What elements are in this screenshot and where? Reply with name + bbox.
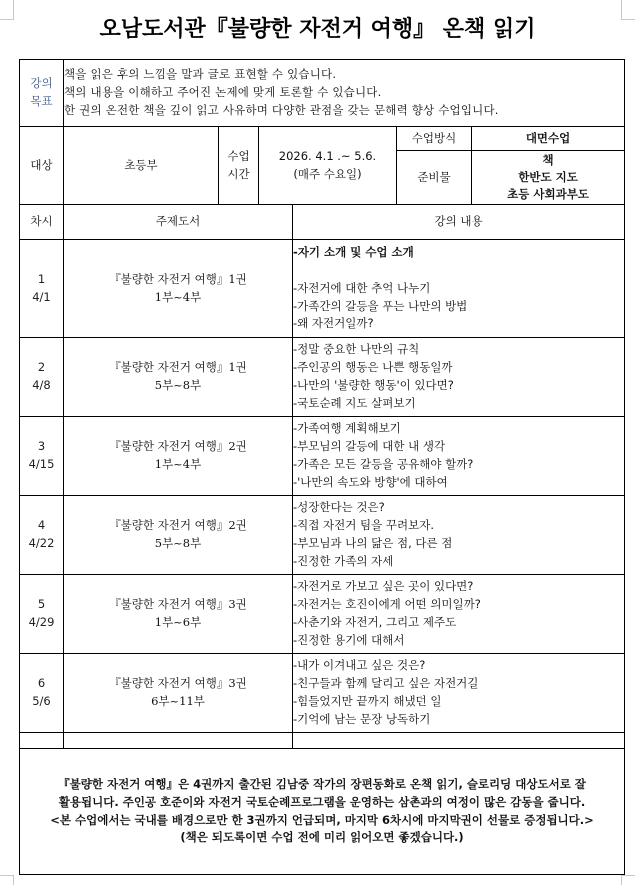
content-cell: [293, 417, 625, 496]
content-item: -내가 이겨내고 싶은 것은?: [293, 658, 426, 673]
content-item: -자전거는 호진이에게 어떤 의미일까?: [293, 597, 481, 612]
content-cell: [293, 575, 625, 654]
goal-label: 강의 목표: [20, 60, 64, 127]
empty-cell: [20, 733, 64, 749]
target-value: 초등부: [64, 127, 219, 205]
content-item: [293, 262, 624, 280]
content-item: -부모님의 갈등에 대한 내 생각: [293, 439, 446, 454]
footer-line: 활용됩니다. 주인공 호준이와 자전거 국토순례프로그램을 운영하는 삼촌과의 여정이 많은 감동을 줍니다.: [58, 794, 586, 809]
session-number: 1: [37, 271, 46, 286]
empty-row: [20, 733, 625, 749]
empty-cell: [293, 733, 625, 749]
book-parts: 6부~11부: [151, 694, 205, 708]
time-label: 수업 시간: [219, 127, 259, 205]
schedule-row: [20, 654, 625, 733]
material-item: 한반도 지도: [518, 169, 578, 184]
book-cell: [64, 338, 293, 417]
session-number: 2: [37, 360, 46, 375]
method-label: 수업방식: [397, 127, 472, 151]
book-parts: 1부~6부: [154, 615, 202, 629]
lesson-plan-table: [19, 59, 625, 875]
content-item: -진정한 용기에 대해서: [293, 632, 405, 647]
schedule-header-row: [20, 205, 625, 240]
book-parts: 5부~8부: [154, 536, 202, 550]
book-title: 『불량한 자전거 여행』3권: [109, 676, 247, 691]
page-corner-mark: [0, 875, 14, 885]
content-item: -'나만의 속도와 방향'에 대하여: [293, 474, 448, 489]
session-cell: [20, 496, 64, 575]
content-item: -정말 중요한 나만의 규칙: [293, 342, 420, 357]
content-item: -진정한 가족의 자세: [293, 553, 394, 568]
content-cell: [293, 654, 625, 733]
goal-row: [20, 60, 625, 127]
content-item: -국토순례 지도 살펴보기: [293, 395, 416, 410]
page-title: 오남도서관『불량한 자전거 여행』 온책 읽기: [99, 17, 536, 42]
book-parts: 1부~4부: [154, 289, 202, 304]
session-date: 4/1: [32, 289, 51, 304]
content-item: -가족여행 계획해보기: [293, 421, 401, 436]
content-item: -자전거로 가보고 싶은 곳이 있다면?: [293, 579, 474, 594]
session-date: 4/22: [28, 536, 55, 550]
content-item: -자전거에 대한 추억 나누기: [293, 280, 431, 295]
content-cell: [293, 496, 625, 575]
goal-line: 책을 읽은 후의 느낌을 말과 글로 표현할 수 있습니다.: [64, 67, 337, 82]
material-item: 책: [542, 152, 554, 167]
content-item: -힘들었지만 끝까지 해냈던 일: [293, 694, 442, 708]
session-cell: [20, 654, 64, 733]
goal-line: 한 권의 온전한 책을 깊이 읽고 사유하며 다양한 관점을 갖는 문해력 향상 수업입니다.: [64, 102, 499, 117]
schedule-row: [20, 496, 625, 575]
header-session: 차시: [20, 205, 64, 240]
book-cell: [64, 575, 293, 654]
info-row-method: [20, 127, 625, 151]
method-value: 대면수업: [472, 127, 625, 151]
content-item: -가족은 모든 갈등을 공유해야 할까?: [293, 457, 474, 471]
session-cell: [20, 338, 64, 417]
header-book: 주제도서: [64, 205, 293, 240]
content-item: -왜 자전거일까?: [293, 316, 374, 331]
material-item: 초등 사회과부도: [507, 187, 589, 202]
content-item: -직접 자전거 팀을 꾸려보자.: [293, 518, 434, 533]
book-parts: 1부~4부: [154, 457, 202, 471]
session-number: 4: [37, 518, 46, 533]
footer-line: <본 수업에서는 국내를 배경으로만 한 3권까지 언급되며, 마지막 6차시에 마지막권이 선물로 증정됩니다.>: [50, 812, 594, 827]
content-item: -성장한다는 것은?: [293, 500, 385, 515]
session-date: 4/29: [28, 615, 55, 629]
book-cell: [64, 654, 293, 733]
content-item: -친구들과 함께 달리고 싶은 자전거길: [293, 676, 479, 691]
content-item: -자기 소개 및 수업 소개: [293, 244, 414, 259]
book-title: 『불량한 자전거 여행』2권: [109, 439, 247, 454]
session-cell: [20, 240, 64, 338]
schedule-row: [20, 417, 625, 496]
footer-line: 『불량한 자전거 여행』은 4권까지 출간된 김남중 작가의 장편동화로 온책 읽기, 슬로리딩 대상도서로 잘: [58, 776, 586, 791]
book-cell: [64, 496, 293, 575]
book-cell: [64, 240, 293, 338]
target-label: 대상: [20, 127, 64, 205]
session-number: 5: [37, 597, 46, 612]
session-date: 4/8: [32, 378, 51, 392]
materials-label: 준비물: [397, 151, 472, 205]
book-parts: 5부~8부: [154, 378, 202, 392]
session-cell: [20, 575, 64, 654]
schedule-row: [20, 338, 625, 417]
content-item: -주인공의 행동은 나쁜 행동일까: [293, 360, 453, 375]
goal-line: 책의 내용을 이해하고 주어진 논제에 맞게 토론할 수 있습니다.: [64, 85, 382, 100]
session-cell: [20, 417, 64, 496]
content-cell: [293, 240, 625, 338]
schedule-row: [20, 240, 625, 338]
header-content: 강의 내용: [293, 205, 625, 240]
book-title: 『불량한 자전거 여행』1권: [109, 271, 247, 286]
footer-note: [20, 749, 625, 875]
session-date: 4/15: [28, 457, 55, 471]
materials-value: [472, 151, 625, 205]
book-title: 『불량한 자전거 여행』1권: [109, 360, 247, 375]
empty-cell: [64, 733, 293, 749]
content-item: -나만의 '불량한 행동'이 있다면?: [293, 378, 454, 392]
content-item: -기억에 남는 문장 낭독하기: [293, 711, 431, 726]
schedule-row: [20, 575, 625, 654]
content-item: -사춘기와 자전거, 그리고 제주도: [293, 615, 457, 629]
book-title: 『불량한 자전거 여행』3권: [109, 597, 247, 612]
book-title: 『불량한 자전거 여행』2권: [109, 518, 247, 533]
footer-row: [20, 749, 625, 875]
content-item: -가족간의 갈등을 푸는 나만의 방법: [293, 298, 468, 313]
content-cell: [293, 338, 625, 417]
content-item: -부모님과 나의 닮은 점, 다른 점: [293, 536, 453, 550]
session-number: 6: [37, 676, 46, 691]
session-number: 3: [37, 439, 46, 454]
book-cell: [64, 417, 293, 496]
session-date: 5/6: [32, 694, 51, 708]
time-value: 2026. 4.1 .~ 5.6. (매주 수요일): [259, 127, 397, 205]
goal-text: [64, 60, 625, 127]
footer-line: (책은 되도록이면 수업 전에 미리 읽어오면 좋겠습니다.): [180, 830, 464, 845]
page-corner-mark: [621, 875, 635, 885]
